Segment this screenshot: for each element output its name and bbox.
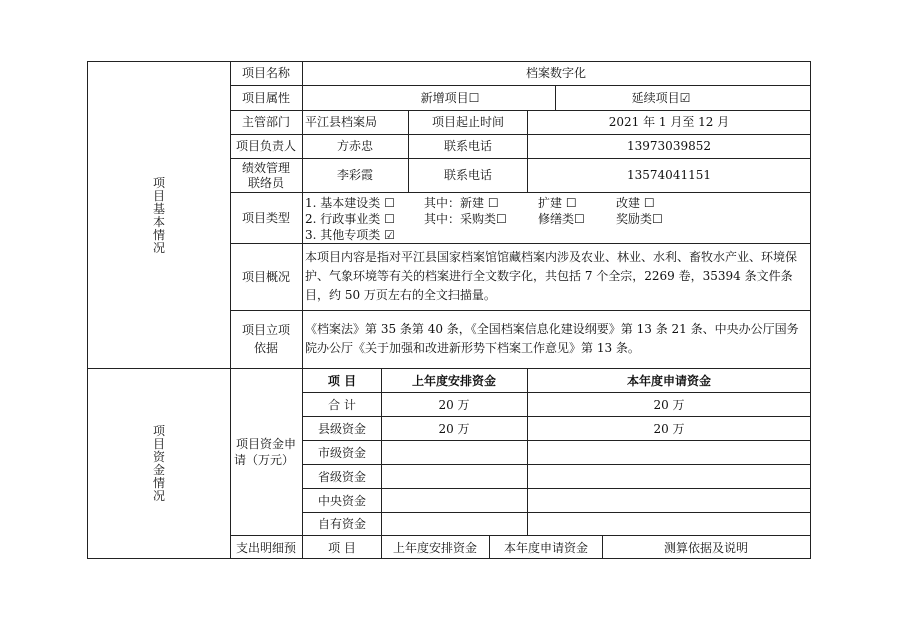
type-label: 项目类型 [241,211,291,225]
leader-phone-value: 13973039852 [627,139,711,153]
basis-text: 《档案法》第 35 条第 40 条，《全国档案信息化建设纲要》第 13 条 21 条、中央办公厅国务院办公厅《关于加强和改进新形势下档案工作意见》第 13 条。 [305,322,799,355]
detail-header-item: 项 目 [328,541,356,555]
type-line1-a: 1. 基本建设类 ☐ [305,196,395,210]
funds-row-item: 县级资金 [317,422,367,436]
type-line2-b: 其中：采购类☐ [424,212,507,226]
funds-row-item: 自有资金 [317,517,367,531]
dept-value: 平江县档案局 [305,115,378,129]
detail-header-last-year: 上年度安排资金 [392,541,478,555]
overview-text: 本项目内容是指对平江县国家档案馆馆藏档案内涉及农业、林业、水利、畜牧水产业、环境保护、气象环境等有关的档案进行全文数字化，共包括 7 个全宗，2269 卷，35394 条文件条目，约 50 万页左右的全文扫描量。 [305,250,798,302]
type-line2-d: 奖励类☐ [616,212,663,226]
type-line3-a: 3. 其他专项类 ☑ [305,228,395,242]
type-line2-a: 2. 行政事业类 ☐ [305,212,395,226]
project-name-label: 项目名称 [241,66,291,80]
type-line1-b: 其中：新建 ☐ [424,196,499,210]
perf-phone-value: 13574041151 [627,168,711,182]
funds-apply-label-line1: 项目资金申 [235,437,297,451]
funds-header-last-year: 上年度安排资金 [411,374,497,388]
funds-row-this-year: 20 万 [653,422,685,436]
detail-header-this-year: 本年度申请资金 [503,541,589,555]
period-value: 2021 年 1 月至 12 月 [608,115,730,129]
funds-header-item: 项 目 [327,374,357,388]
basis-label-line1: 项目立项 [241,323,291,337]
type-line2-c: 修缮类☐ [538,212,585,226]
funds-row-item: 合 计 [328,398,356,412]
funds-apply-label-line2: 请（万元） [234,453,295,467]
dept-label: 主管部门 [241,115,291,129]
section-basic-label: 项目基本情况 [152,176,165,255]
detail-label: 支出明细预 [235,541,297,555]
leader-phone-label: 联系电话 [443,139,493,153]
attr-new-checkbox: 新增项目☐ [420,91,480,105]
perf-label-line2: 联络员 [247,176,285,190]
leader-value: 方赤忠 [336,139,374,153]
funds-row-last-year: 20 万 [438,422,470,436]
project-attr-label: 项目属性 [241,91,291,105]
funds-row-item: 中央资金 [317,494,367,508]
funds-row-item: 市级资金 [317,446,367,460]
project-name-value: 档案数字化 [525,66,587,80]
funds-row-last-year: 20 万 [438,398,470,412]
period-label: 项目起止时间 [431,115,505,129]
funds-header-this-year: 本年度申请资金 [626,374,712,388]
overview-label: 项目概况 [241,270,291,284]
perf-phone-label: 联系电话 [443,168,493,182]
detail-header-basis: 测算依据及说明 [663,541,749,555]
perf-label-line1: 绩效管理 [241,161,291,175]
funds-row-this-year: 20 万 [653,398,685,412]
type-line1-d: 改建 ☐ [616,196,655,210]
perf-value: 李彩霞 [336,168,374,182]
leader-label: 项目负责人 [235,139,297,153]
attr-continue-checkbox: 延续项目☑ [631,91,691,105]
type-line1-c: 扩建 ☐ [538,196,577,210]
funds-row-item: 省级资金 [317,470,367,484]
section-funds-label: 项目资金情况 [152,424,165,503]
basis-label-line2: 依据 [253,341,279,355]
